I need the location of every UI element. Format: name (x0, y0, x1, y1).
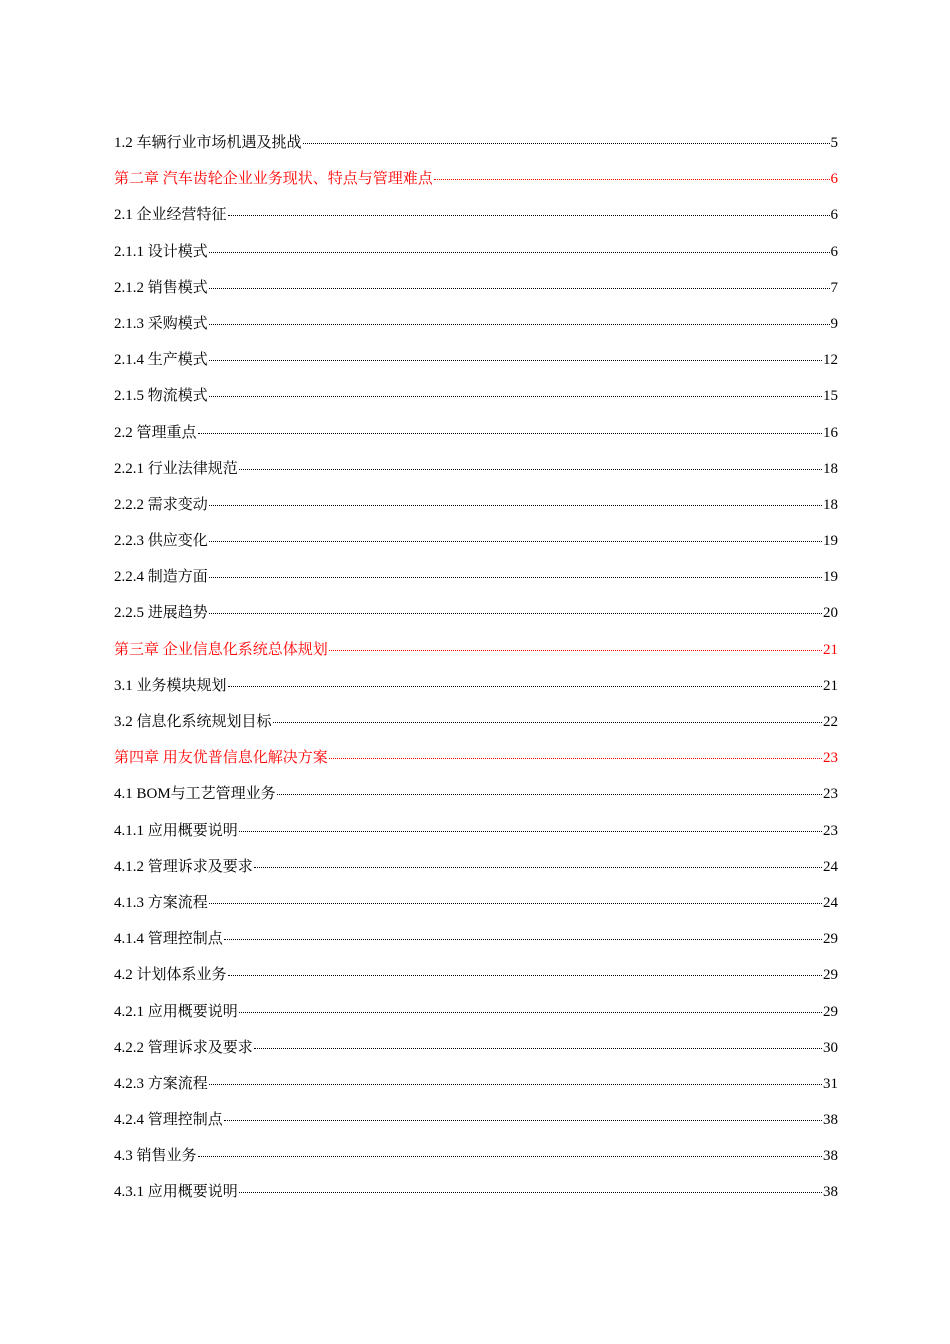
toc-page-number: 21 (823, 677, 838, 694)
toc-entry-section[interactable] (114, 523, 838, 559)
toc-dot-leader (239, 455, 822, 470)
toc-entry-section[interactable] (114, 197, 838, 233)
toc-entry-section[interactable] (114, 1102, 838, 1138)
toc-entry-label: 4.1.2 管理诉求及要求 (114, 858, 253, 875)
toc-page-number: 22 (823, 714, 838, 730)
toc-page-number: 29 (823, 967, 838, 984)
toc-dot-leader (273, 708, 822, 723)
toc-entry-label: 2.1.5 物流模式 (114, 388, 208, 405)
toc-dot-leader (198, 419, 822, 434)
toc-entry-section[interactable] (114, 125, 838, 161)
toc-page-number: 29 (823, 1003, 838, 1020)
toc-page-number: 16 (823, 424, 838, 441)
toc-entry-section[interactable] (114, 234, 838, 270)
toc-entry-section[interactable] (114, 451, 838, 487)
toc-entry-section[interactable] (114, 270, 838, 306)
toc-entry-label: 4.2.1 应用概要说明 (114, 1003, 238, 1020)
toc-entry-section[interactable] (114, 1138, 838, 1174)
toc-entry-section[interactable] (114, 559, 838, 595)
toc-page-number: 38 (823, 1112, 838, 1129)
toc-page-number: 18 (823, 496, 838, 513)
toc-entry-label: 2.1 企业经营特征 (114, 207, 227, 224)
toc-page-number: 31 (823, 1075, 838, 1092)
toc-entry-label: 4.3.1 应用概要说明 (114, 1184, 238, 1201)
toc-dot-leader (434, 165, 830, 180)
toc-page-number: 6 (830, 171, 838, 188)
toc-page-number: 29 (823, 931, 838, 948)
toc-page-number: 6 (830, 243, 838, 260)
toc-page-number: 7 (830, 279, 838, 296)
toc-page-number: 5 (830, 135, 838, 151)
toc-dot-leader (209, 563, 822, 578)
toc-entry-section[interactable] (114, 1174, 838, 1210)
toc-dot-leader (209, 491, 822, 506)
toc-page-number: 12 (823, 352, 838, 369)
toc-entry-section[interactable] (114, 487, 838, 523)
toc-entry-section[interactable] (114, 415, 838, 451)
toc-entry-label: 2.2.3 供应变化 (114, 533, 208, 550)
toc-dot-leader (224, 1106, 822, 1121)
toc-entry-label: 3.1 业务模块规划 (114, 677, 227, 694)
toc-entry-section[interactable] (114, 1066, 838, 1102)
toc-page-number: 23 (823, 750, 838, 767)
toc-dot-leader (239, 998, 822, 1013)
toc-dot-leader (329, 636, 822, 651)
toc-dot-leader (277, 780, 822, 795)
toc-page-number: 18 (823, 460, 838, 477)
toc-entry-section[interactable] (114, 306, 838, 342)
toc-entry-section[interactable] (114, 776, 838, 812)
toc-page-number: 6 (830, 207, 838, 224)
toc-dot-leader (209, 346, 822, 361)
toc-entry-label: 2.2.4 制造方面 (114, 569, 208, 586)
toc-page-number: 24 (823, 858, 838, 875)
toc-entry-section[interactable] (114, 1030, 838, 1066)
toc-entry-chapter[interactable] (114, 740, 838, 776)
toc-entry-label: 4.2.4 管理控制点 (114, 1112, 223, 1129)
toc-entry-label: 4.3 销售业务 (114, 1148, 197, 1165)
toc-entry-section[interactable] (114, 813, 838, 849)
toc-entry-section[interactable] (114, 885, 838, 921)
toc-dot-leader (209, 599, 822, 614)
toc-dot-leader (239, 1178, 822, 1193)
toc-entry-label: 4.2.3 方案流程 (114, 1075, 208, 1092)
toc-entry-label: 4.1.1 应用概要说明 (114, 822, 238, 839)
toc-page-number: 19 (823, 569, 838, 586)
toc-page-number: 38 (823, 1184, 838, 1201)
toc-entry-section[interactable] (114, 378, 838, 414)
toc-entry-section[interactable] (114, 342, 838, 378)
toc-dot-leader (224, 925, 822, 940)
toc-entry-section[interactable] (114, 994, 838, 1030)
toc-entry-section[interactable] (114, 704, 838, 740)
toc-dot-leader (239, 817, 822, 832)
toc-dot-leader (329, 744, 822, 759)
toc-dot-leader (198, 1142, 822, 1157)
toc-entry-section[interactable] (114, 668, 838, 704)
toc-page-number: 15 (823, 388, 838, 405)
toc-page-number: 23 (823, 822, 838, 839)
toc-dot-leader (209, 238, 830, 253)
toc-entry-section[interactable] (114, 921, 838, 957)
toc-entry-chapter[interactable] (114, 161, 838, 197)
toc-entry-label: 第二章 汽车齿轮企业业务现状、特点与管理难点 (114, 171, 433, 188)
toc-dot-leader (254, 1034, 822, 1049)
toc-page-number: 21 (823, 641, 838, 658)
toc-entry-label: 第三章 企业信息化系统总体规划 (114, 641, 328, 658)
toc-entry-label: 4.1.4 管理控制点 (114, 931, 223, 948)
toc-page-number: 24 (823, 894, 838, 911)
toc-page-number: 19 (823, 533, 838, 550)
toc-entry-label: 3.2 信息化系统规划目标 (114, 714, 272, 730)
toc-dot-leader (228, 672, 822, 687)
toc-dot-leader (209, 310, 830, 325)
toc-dot-leader (209, 889, 822, 904)
toc-entry-section[interactable] (114, 595, 838, 631)
toc-entry-label: 2.2.2 需求变动 (114, 496, 208, 513)
toc-dot-leader (228, 961, 822, 976)
toc-dot-leader (209, 1070, 822, 1085)
toc-entry-label: 4.1 BOM与工艺管理业务 (114, 786, 276, 803)
toc-entry-label: 2.1.2 销售模式 (114, 279, 208, 296)
toc-dot-leader (254, 853, 822, 868)
toc-entry-label: 2.1.3 采购模式 (114, 315, 208, 332)
toc-entry-label: 4.1.3 方案流程 (114, 894, 208, 911)
toc-dot-leader (209, 382, 822, 397)
toc-page-number: 23 (823, 786, 838, 803)
toc-dot-leader (209, 274, 830, 289)
toc-dot-leader (209, 527, 822, 542)
toc-page-number: 20 (823, 605, 838, 622)
toc-entry-label: 4.2.2 管理诉求及要求 (114, 1039, 253, 1056)
toc-entry-label: 2.2.5 进展趋势 (114, 605, 208, 622)
toc-entry-label: 4.2 计划体系业务 (114, 967, 227, 984)
toc-page-number: 30 (823, 1039, 838, 1056)
toc-entry-label: 2.1.4 生产模式 (114, 352, 208, 369)
toc-page-number: 38 (823, 1148, 838, 1165)
toc-entry-section[interactable] (114, 957, 838, 993)
toc-entry-label: 2.2 管理重点 (114, 424, 197, 441)
toc-dot-leader (228, 201, 830, 216)
toc-entry-label: 第四章 用友优普信息化解决方案 (114, 750, 328, 767)
toc-entry-chapter[interactable] (114, 632, 838, 668)
toc-entry-label: 2.2.1 行业法律规范 (114, 460, 238, 477)
table-of-contents (114, 125, 838, 1211)
toc-dot-leader (303, 129, 830, 144)
toc-entry-label: 2.1.1 设计模式 (114, 243, 208, 260)
toc-page-number: 9 (830, 315, 838, 332)
toc-entry-label: 1.2 车辆行业市场机遇及挑战 (114, 135, 302, 151)
toc-entry-section[interactable] (114, 849, 838, 885)
